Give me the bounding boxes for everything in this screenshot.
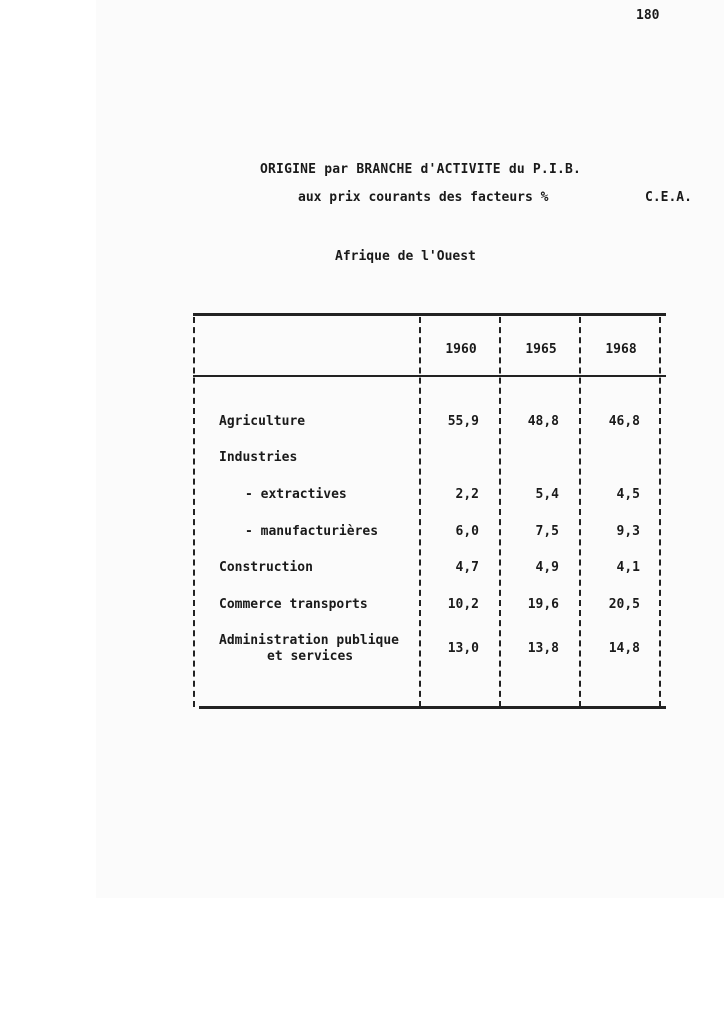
region-heading: Afrique de l'Ouest <box>335 249 476 264</box>
cell-construction-1960: 4,7 <box>455 560 479 575</box>
table-left-border <box>193 317 195 707</box>
row-label-commerce-transports: Commerce transports <box>219 597 368 612</box>
cell-agriculture-1965: 48,8 <box>527 414 559 429</box>
title-line-2: aux prix courants des facteurs % <box>298 190 549 205</box>
source-label: C.E.A. <box>645 190 692 205</box>
cell-agriculture-1960: 55,9 <box>447 414 479 429</box>
data-table <box>193 313 666 709</box>
table-bottom-rule <box>199 706 666 709</box>
cell-agriculture-1968: 46,8 <box>608 414 640 429</box>
cell-extractives-1960: 2,2 <box>455 487 479 502</box>
title-line-1: ORIGINE par BRANCHE d'ACTIVITE du P.I.B. <box>260 162 582 177</box>
cell-commerce-1960: 10,2 <box>447 597 479 612</box>
cell-commerce-1968: 20,5 <box>608 597 640 612</box>
cell-manufacturieres-1965: 7,5 <box>535 524 559 539</box>
row-label-manufacturieres: - manufacturières <box>245 524 379 539</box>
cell-administration-1965: 13,8 <box>527 641 559 656</box>
cell-construction-1965: 4,9 <box>535 560 559 575</box>
row-label-extractives: - extractives <box>245 487 347 502</box>
table-top-rule <box>193 313 666 316</box>
row-label-industries: Industries <box>219 450 298 465</box>
row-label-agriculture: Agriculture <box>219 414 306 429</box>
row-label-administration-line2: et services <box>267 649 354 664</box>
cell-extractives-1968: 4,5 <box>616 487 640 502</box>
cell-construction-1968: 4,1 <box>616 560 640 575</box>
row-label-administration: Administration publique <box>219 633 400 648</box>
cell-extractives-1965: 5,4 <box>535 487 559 502</box>
cell-manufacturieres-1960: 6,0 <box>455 524 479 539</box>
column-header-1968: 1968 <box>605 342 637 357</box>
table-right-border <box>659 317 661 707</box>
cell-commerce-1965: 19,6 <box>527 597 559 612</box>
cell-administration-1968: 14,8 <box>608 641 640 656</box>
cell-administration-1960: 13,0 <box>447 641 479 656</box>
column-header-1960: 1960 <box>445 342 477 357</box>
page-number: 180 <box>636 8 660 23</box>
row-label-construction: Construction <box>219 560 313 575</box>
table-header-rule <box>193 375 666 377</box>
column-header-1965: 1965 <box>525 342 557 357</box>
cell-manufacturieres-1968: 9,3 <box>616 524 640 539</box>
